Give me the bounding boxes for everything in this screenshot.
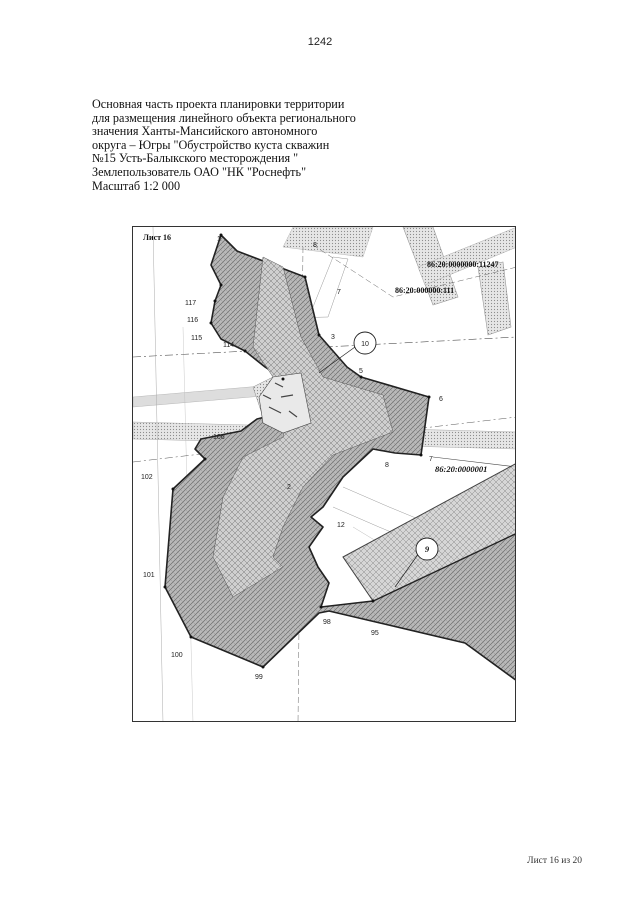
point-label: 101	[143, 572, 155, 579]
point-label: 115	[191, 335, 203, 342]
page-number: 1242	[307, 36, 333, 48]
cadastral-label: 86:20:0000001	[435, 464, 488, 474]
point-label: 1	[217, 236, 221, 243]
point-label: 116	[187, 317, 199, 324]
point-label: 95	[371, 630, 379, 637]
map-sheet	[132, 226, 516, 722]
point-label: 8	[313, 242, 317, 249]
caption-line: для размещения линейного объекта регионального	[92, 110, 356, 125]
point-label: 102	[141, 474, 153, 481]
caption-line: Землепользователь ОАО "НК "Роснефть"	[92, 164, 307, 179]
point-label: 106	[213, 434, 225, 441]
cadastral-label: 86:20:0000000:11247	[427, 260, 499, 269]
point-label: 7	[337, 289, 341, 296]
caption-line: №15 Усть-Балыкского месторождения "	[92, 151, 299, 166]
point-label: 99	[255, 674, 263, 681]
point-label: 6	[439, 396, 443, 403]
callout-label: 10	[361, 341, 369, 348]
cadastral-label: 86:20:000000:111	[395, 286, 455, 295]
document-caption	[92, 98, 392, 193]
point-label: 5	[359, 368, 363, 375]
point-label: 100	[171, 652, 183, 659]
point-label: 114	[223, 342, 235, 349]
allotment-polygon	[165, 235, 516, 681]
point-label: 2	[287, 484, 291, 491]
caption-line: значения Ханты-Мансийского автономного	[92, 124, 318, 139]
point-label: 8	[385, 462, 389, 469]
caption-line: Масштаб 1:2 000	[92, 178, 181, 193]
point-label: 7	[429, 456, 433, 463]
sheet-footer: Лист 16 из 20	[527, 856, 582, 866]
caption-line: Основная часть проекта планировки территории	[92, 97, 345, 111]
point-label: 117	[185, 300, 197, 307]
caption-line: округа – Югры "Обустройство куста скважин	[92, 137, 330, 152]
point-label: 98	[323, 619, 331, 626]
map-canvas	[133, 227, 516, 722]
callout-label: 9	[424, 544, 430, 554]
point-label: 3	[331, 334, 335, 341]
point-label: 12	[337, 522, 345, 529]
sheet-label: Лист 16	[143, 233, 172, 242]
